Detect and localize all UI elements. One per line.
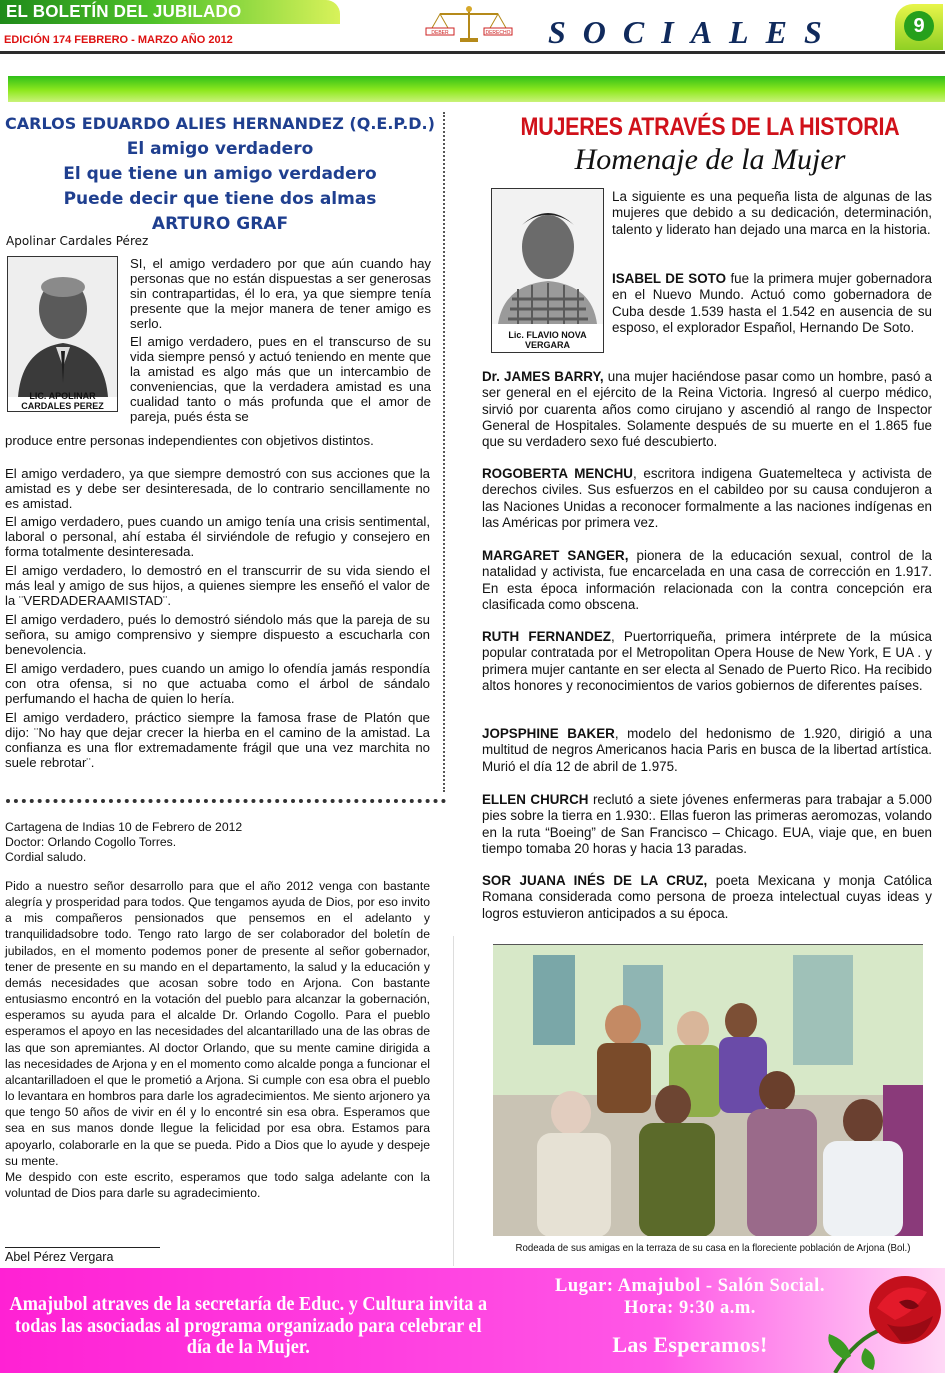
page-number: 9 (904, 11, 934, 41)
paragraph-4: El amigo verdadero, pues cuando un amigo tenía una crisis sentimental, laboral o personal, ahí estaba él sirviéndole de refugio y consejero en forma totalmente desinteresada. (5, 514, 430, 560)
entry-isabel (612, 271, 932, 336)
headline-line-2: El amigo verdadero (126, 139, 314, 159)
paragraph-5: El amigo verdadero, lo demostró en el transcurrir de su vida siendo el más leal y amigo de sus hijos, a quienes siempre les enseñó el valor de la ¨VERDADERAAMISTAD¨. (5, 563, 430, 609)
headline-author: ARTURO GRAF (151, 214, 289, 234)
red-rose-icon (815, 1268, 945, 1373)
headline-line-4: Puede decir que tiene dos almas (63, 189, 377, 209)
entry-name: ROGOBERTA MENCHU (482, 466, 633, 481)
group-of-women-icon (493, 945, 923, 1236)
event-closing: Las Esperamos! (612, 1332, 768, 1357)
paragraph-1: SI, el amigo verdadero por que aún cuando hay personas que no están dispuestas a ser generosas sin contrapartidas, él lo era, ya que siempre tenía presente que la mejor manera de tener amigo es serlo. (130, 256, 431, 332)
entry-sor-juana (482, 873, 932, 922)
entry-text: reclutó a siete jóvenes enfermeras para trabajar a 5.000 pies sobre la tierra en 1.930:. Ellas fueron las primeras aeromozas, volando en la ruta “Boeing” de San Francisco – Chicago. EUA, viaje que, en buen tiempo tomaba 20 horas y hacia 13 paradas. (482, 792, 932, 856)
letter-body-text: Pido a nuestro señor desarrollo para que el año 2012 venga con bastante alegría y prosperidad para todos. Que tengamos ayuda de Dios, por eso invito a mis compañeros pensionados que pensemos en el adelanto y tranquilidadsobre todo. Tengo rato largo de ser colaborador del boletín de jubilados, en el momento podemos poner de presente al señor gobernador, tener de presente en su mando en el departamento, la salud y la educación y demás necesidades que acosan sobre todo en Arjona. Con bastante entusiasmo encontró en la votación del pueblo para alcanzar la gobernación, esperamos su ayuda para el alcalde Dr. Orlando Cogollo. Para el pueblo esperamos el apoyo en las necesidades del alcantarillado una de las obras de las que son apremiantes. Al doctor Orlando, que su mente camine dirigida a las necesidades de Arjona y en el momento como alcalde ponga a funcionar el alcantarilladoen el que le prometió a Arjona. Si cumple con esa obra el pueblo lo levantara en hombros para darle los agradecimientos. Me siento arjonero ya que tengo 50 años de vivir en él y lo encontré sin esa obra. Esperamos que sea en sus manos donde llegue la felicidad por esa obra. Estamos para apoyarlo, colaborarle en la que se pueda. Pido a Dios que lo ayude y despeje su mente. (5, 879, 430, 1168)
entry-sanger (482, 548, 932, 613)
entry-name: Dr. JAMES BARRY, (482, 369, 604, 384)
newspaper-name: EL BOLETÍN DEL JUBILADO (6, 1, 242, 22)
paragraph-3: El amigo verdadero, ya que siempre demostró con sus acciones que la amistad es y debe ser desinteresada, de lo contrario sencillamente no es amistad. (5, 466, 430, 512)
entry-text: , modelo del hedonismo de 1.920, dirigió a una multitud de negros Americanos hacia Paris en busca de la libertad artística. Murió el día 12 de abril de 1.975. (482, 726, 932, 774)
header-rule (0, 51, 945, 54)
portrait-man-icon (8, 257, 117, 397)
section-title: SOCIALES (548, 14, 839, 50)
edition-line: EDICIÓN 174 FEBRERO - MARZO AÑO 2012 (4, 34, 233, 46)
entry-name: ISABEL DE SOTO (612, 271, 727, 286)
letter-greeting: Cordial saludo. (5, 850, 87, 864)
letter-body (5, 878, 430, 1201)
event-place: Lugar: Amajubol - Salón Social. (555, 1276, 825, 1296)
entry-barry (482, 369, 932, 450)
paragraph-8: El amigo verdadero, práctico siempre la famosa frase de Platón que dijo: ¨No hay que dejar crecer la hierba en el camino de la amistad. La confianza es una flor extremadamente frágil que una vez marchita no suele rebrotar¨. (5, 710, 430, 771)
entry-text: pionera de la educación sexual, control de la natalidad y activista, fue encarcelada en una casa de corrección en 1.917. En esta época información relacionada con la contra concepción era clasificada como obscena. (482, 548, 932, 612)
paragraph-2: El amigo verdadero, pues en el transcurso de su vida siempre pensó y actuó teniendo en mente que la amistad es algo más que un intercambio de conveniencias, que la verdadera amistad es una cualidad tanto o más profunda que el amor de pareja, pués ésta se (130, 334, 431, 425)
byline: Apolinar Cardales Pérez (6, 234, 149, 248)
flavio-photo-caption (492, 330, 603, 350)
group-photo (493, 944, 923, 1236)
column-divider (443, 112, 445, 792)
flavio-photo (491, 188, 604, 353)
flavio-caption-line-1: Lic. FLAVIO NOVA (508, 330, 587, 340)
banner-invitation: Amajubol atraves de la secretaría de Educ. y Cultura invita a todas las asociadas al programa organizado para celebrar el día de la Mujer. (9, 1293, 488, 1358)
entry-text: , Puertorriqueña, primera intérprete de la música popular contratada por el Metropolitan Opera House de New York, E UA . y primera mujer cantante en ser electa al Senado de Puerto Rico. Ha recibido altos honores y reconocimientos de varios gobiernos de diferentes países. (482, 629, 932, 693)
portrait-man-icon (492, 189, 603, 324)
entry-name: ELLEN CHURCH (482, 792, 589, 807)
entry-text: una mujer haciéndose pasar como un hombre, pasó a ser general en el ejército de la Reina Victoria. Ingresó al cuerpo médico, sirvió por cuarenta años como cirujano y ascendió al rango de Inspector General de Hospitales. Solamente después de su muerte en el 1.865 fue que su verdadero sexo fué descubierto. (482, 369, 932, 450)
letter-closing: Me despido con este escrito, esperamos que todo salga adelante con la voluntad de Dios para darle su agradecimiento. (5, 1169, 430, 1200)
entry-text: poeta Mexicana y monja Católica Romana considerada como persona de proeza intelectual cuyas ideas y logros estuvieron anticipados a su época. (482, 873, 932, 921)
logo-left-label: DEBER (431, 30, 449, 36)
headline-line-3: El que tiene un amigo verdadero (63, 164, 377, 184)
paragraph-7: El amigo verdadero, pues cuando un amigo lo ofendía jamás respondía con otra ofensa, si no que actuaba como el árbol de sándalo perfumando el hacha de quien lo hería. (5, 661, 430, 707)
obituary-headline: CARLOS EDUARDO ALIES HERNANDEZ (Q.E.P.D.) (5, 114, 435, 133)
entry-text: fue la primera mujer gobernadora en el Nuevo Mundo. Actuó como gobernadora de Cuba desde 1.539 hasta el 1.542 en ausencia de su esposo, el explorador Español, Hernando De Soto. (612, 271, 932, 335)
green-band (8, 76, 945, 102)
entry-baker (482, 726, 932, 775)
scales-logo-icon (420, 4, 518, 46)
entry-text: , escritora indigena Guatemelteca y activista de derechos civiles. Sus esfuerzos en el cabildeo por su causa condujeron a las Naciones Unidas a reconocer formalmente a las naciones indígenas en las Américas por primera vez. (482, 466, 932, 530)
letter-date: Cartagena de Indias 10 de Febrero de 2012 (5, 820, 243, 834)
paragraph-2-continued: produce entre personas independientes con objetivos distintos. (5, 433, 374, 448)
entry-name: SOR JUANA INÉS DE LA CRUZ, (482, 873, 708, 888)
women-article-title: MUJERES ATRAVÉS DE LA HISTORIA (520, 113, 900, 141)
entry-name: JOPSPHINE BAKER (482, 726, 615, 741)
masthead-tab (0, 0, 340, 24)
event-time: Hora: 9:30 a.m. (624, 1298, 756, 1318)
entry-name: MARGARET SANGER, (482, 548, 629, 563)
signature-line (5, 1247, 160, 1248)
entry-fernandez (482, 629, 932, 694)
flavio-caption-line-2: VERGARA (524, 340, 570, 350)
intro-paragraph: La siguiente es una pequeña lista de algunas de las mujeres que debido a su dedicación, determinación, talento y liderato han dejado una marca en la historia. (612, 189, 932, 237)
letter-recipient: Doctor: Orlando Cogollo Torres. (5, 835, 177, 849)
paragraph-6: El amigo verdadero, pués lo demostró siéndolo más que la pareja de su señora, su amigo comprensivo y siempre dispuesto a escucharla con benevolencia. (5, 612, 430, 658)
logo-right-label: DERECHO (485, 30, 511, 36)
author-photo (7, 256, 118, 412)
author-photo-caption: LIC. APOLINAR CARDALES PEREZ (21, 391, 104, 411)
section-divider (6, 799, 446, 803)
entry-church (482, 792, 932, 857)
entry-menchu (482, 466, 932, 531)
women-article-subtitle: Homenaje de la Mujer (574, 143, 846, 176)
group-photo-caption: Rodeada de sus amigas en la terraza de su casa en la floreciente población de Arjona (Bol.) (515, 1243, 911, 1254)
signature: Abel Pérez Vergara (5, 1250, 114, 1264)
entry-name: RUTH FERNANDEZ (482, 629, 611, 644)
